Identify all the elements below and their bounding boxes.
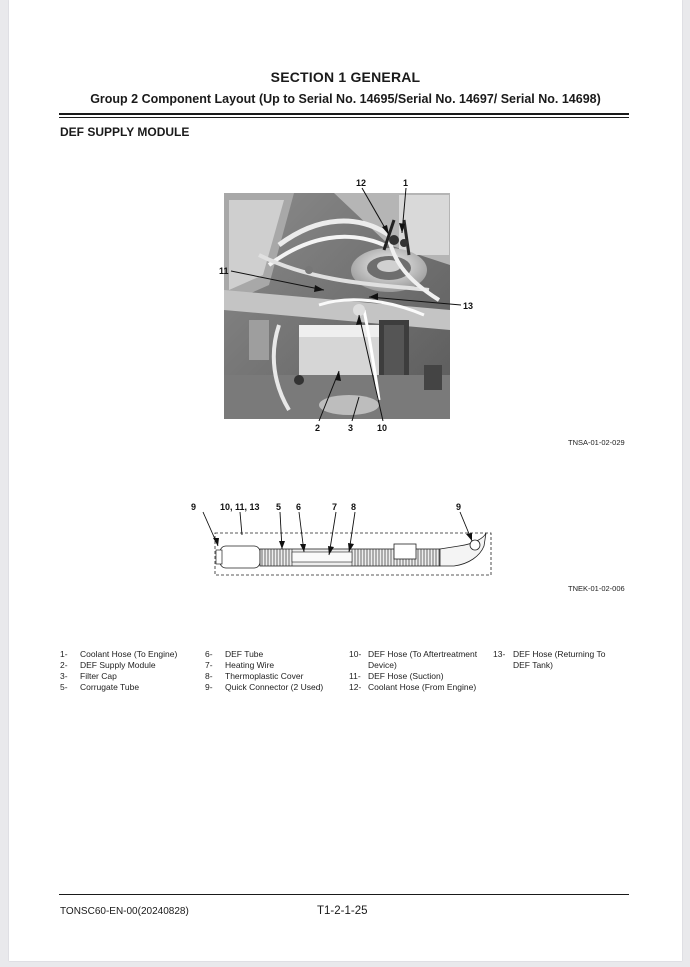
callout-2: 2 xyxy=(315,423,321,433)
callout-6: 6 xyxy=(296,502,302,512)
callout-3: 3 xyxy=(348,423,354,433)
legend-column-1 xyxy=(60,649,185,693)
callout-10: 10 xyxy=(377,423,388,433)
document-code: TONSC60-EN-00(20240828) xyxy=(60,906,189,917)
callout-9-right: 9 xyxy=(456,502,462,512)
callout-8: 8 xyxy=(351,502,357,512)
legend-item: 5- Corrugate Tube xyxy=(60,682,140,692)
legend-column-3 xyxy=(349,649,484,693)
callout-12: 12 xyxy=(356,178,367,188)
legend-item: 10- DEF Hose (To Aftertreatment Device) xyxy=(349,649,478,670)
def-hose-diagram xyxy=(184,498,494,580)
legend-item: 9- Quick Connector (2 Used) xyxy=(205,682,324,692)
header-rule xyxy=(59,113,629,115)
header-rule-thin xyxy=(59,117,629,118)
legend-column-4 xyxy=(493,649,621,671)
callout-5: 5 xyxy=(276,502,282,512)
callout-10-11-13: 10, 11, 13 xyxy=(220,502,260,512)
legend-item: 6- DEF Tube xyxy=(205,649,264,659)
callout-11: 11 xyxy=(219,266,229,276)
legend-item: 12- Coolant Hose (From Engine) xyxy=(349,682,477,692)
subheading: DEF SUPPLY MODULE xyxy=(60,125,190,139)
figure2-id: TNEK-01-02-006 xyxy=(568,584,625,593)
legend-item: 13- DEF Hose (Returning To DEF Tank) xyxy=(493,649,606,670)
document-page xyxy=(9,0,682,961)
legend-item: 11- DEF Hose (Suction) xyxy=(349,671,444,681)
footer-rule xyxy=(59,894,629,895)
legend-item: 1- Coolant Hose (To Engine) xyxy=(60,649,178,659)
figure1-id: TNSA-01-02-029 xyxy=(568,438,625,447)
legend-item: 2- DEF Supply Module xyxy=(60,660,156,670)
legend-item: 7- Heating Wire xyxy=(205,660,275,670)
photo-content xyxy=(224,193,450,419)
legend-column-2 xyxy=(205,649,335,693)
group-title: Group 2 Component Layout (Up to Serial No. 14695/Serial No. 14697/ Serial No. 14698) xyxy=(90,92,601,106)
callout-7: 7 xyxy=(332,502,338,512)
legend-item: 3- Filter Cap xyxy=(60,671,117,681)
callout-13: 13 xyxy=(463,301,474,311)
def-supply-module-photo xyxy=(159,175,474,435)
callout-1: 1 xyxy=(403,178,409,188)
callout-9-left: 9 xyxy=(191,502,197,512)
page-number: T1-2-1-25 xyxy=(317,905,368,917)
legend-item: 8- Thermoplastic Cover xyxy=(205,671,304,681)
section-title: SECTION 1 GENERAL xyxy=(270,69,421,85)
